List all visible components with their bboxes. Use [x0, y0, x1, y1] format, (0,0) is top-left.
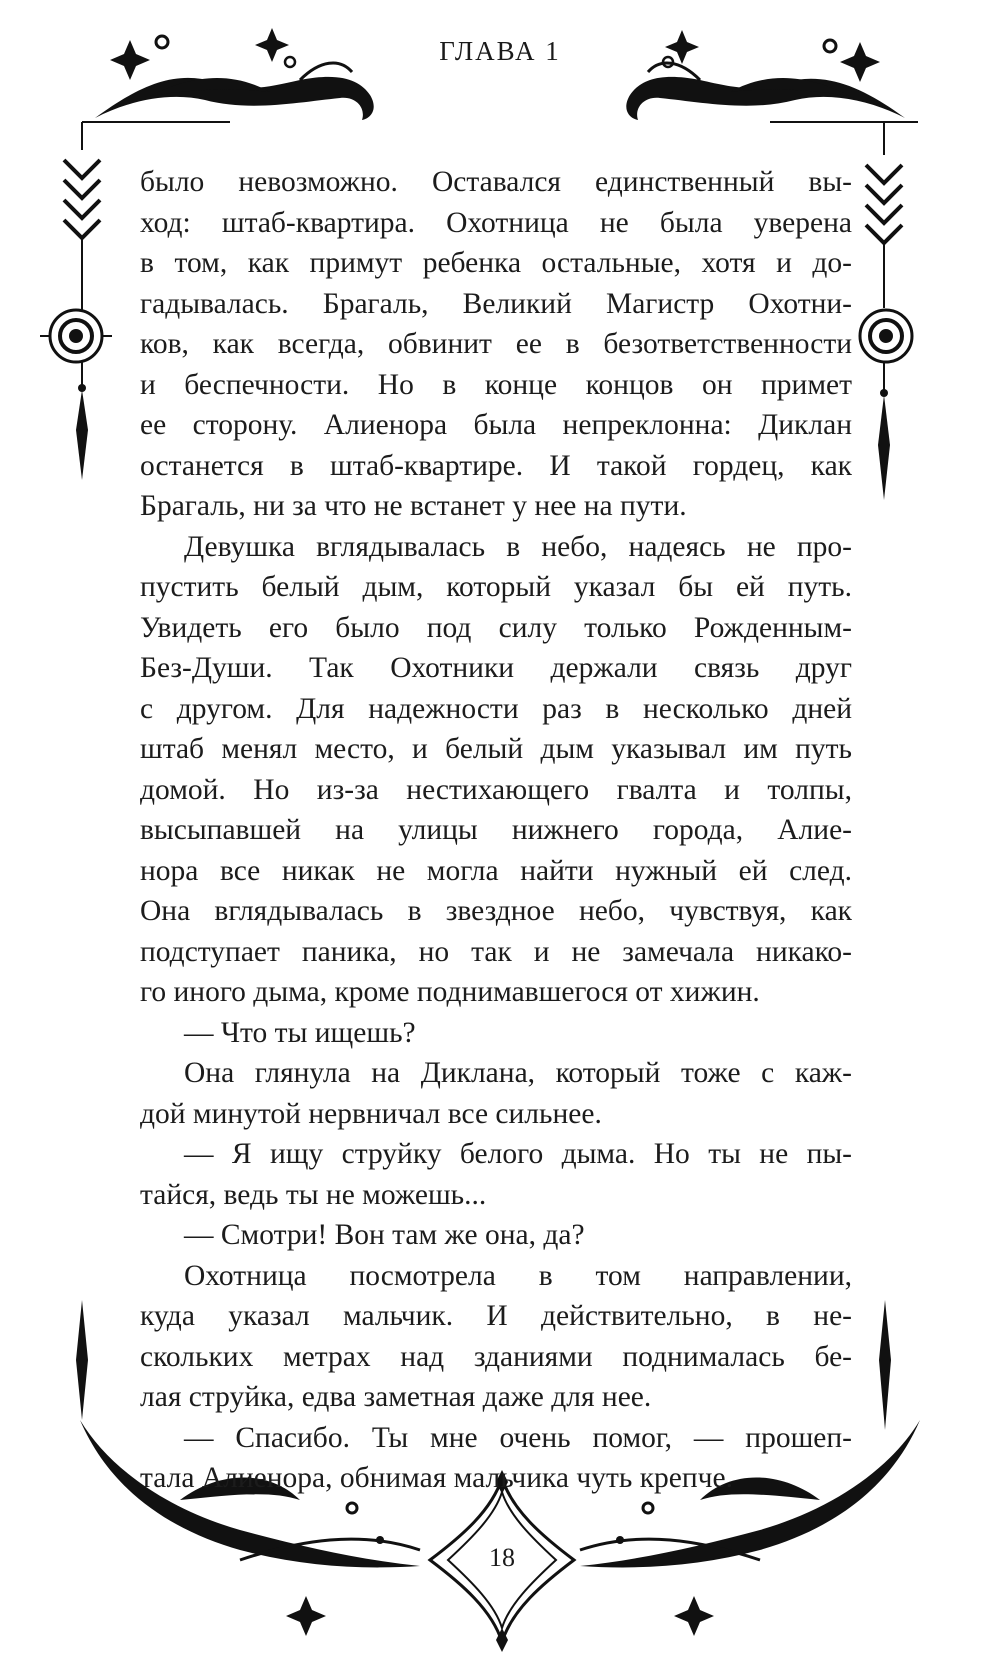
text-line: нора все никак не могла найти нужный ей след.	[140, 854, 852, 887]
text-line: останется в штаб-квартире. И такой гордец, как	[140, 449, 852, 482]
text-line: Без-Души. Так Охотники держали связь друг	[140, 652, 852, 684]
text-line: домой. Но из-за нестихающего гвалта и толпы,	[140, 773, 852, 806]
text-line: было невозможно. Оставался единственный вы-	[140, 166, 852, 198]
text-line: и беспечности. Но в конце концов он примет	[140, 368, 852, 401]
text-line: дой минутой нервничал все сильнее.	[140, 1097, 602, 1130]
text-line: — Что ты ищешь?	[184, 1016, 416, 1049]
bottom-left-rail-icon	[76, 1300, 88, 1420]
text-line: ков, как всегда, обвинит ее в безответственности	[140, 328, 852, 360]
chapter-header: ГЛАВА 1	[439, 36, 561, 66]
text-line: в том, как примут ребенка остальные, хотя и до-	[140, 247, 852, 279]
text-line: тала Алиенора, обнимая мальчика чуть крепче.	[140, 1462, 733, 1494]
text-line: Охотница посмотрела в том направлении,	[184, 1259, 852, 1292]
text-line: Она глянула на Диклана, который тоже с каж-	[184, 1057, 852, 1089]
text-line: пустить белый дым, который указал бы ей путь.	[140, 571, 852, 603]
text-line: — Я ищу струйку белого дыма. Но ты не пы-	[184, 1138, 852, 1170]
text-line: штаб менял место, и белый дым указывал им путь	[140, 733, 852, 765]
text-line: ее сторону. Алиенора была непреклонна: Диклан	[140, 409, 852, 441]
text-line: — Смотри! Вон там же она, да?	[184, 1219, 585, 1251]
text-line: Она вглядывалась в звездное небо, чувствуя, как	[140, 895, 852, 927]
text-line: ход: штаб-квартира. Охотница не была уверена	[140, 206, 852, 239]
text-line: тайся, ведь ты не можешь...	[140, 1178, 487, 1211]
bottom-right-rail-icon	[879, 1300, 891, 1430]
text-line: лая струйка, едва заметная даже для нее.	[140, 1381, 652, 1413]
text-line: — Спасибо. Ты мне очень помог, — прошеп-	[184, 1421, 852, 1454]
text-line: Девушка вглядывалась в небо, надеясь не про-	[184, 530, 852, 563]
text-line: высыпавшей на улицы нижнего города, Алие-	[140, 814, 852, 846]
page-number: 18	[489, 1543, 515, 1572]
body-text	[140, 162, 852, 1499]
text-line: гадывалась. Брагаль, Великий Магистр Охотни-	[140, 287, 852, 320]
text-line: с другом. Для надежности раз в несколько дней	[140, 692, 852, 725]
text-line: скольких метрах над зданиями поднималась бе-	[140, 1340, 852, 1373]
text-line: Увидеть его было под силу только Рожденным-	[140, 611, 852, 644]
right-rail-ornament-icon	[860, 122, 912, 500]
text-line: куда указал мальчик. И действительно, в не-	[140, 1300, 852, 1332]
text-line: го иного дыма, кроме поднимавшегося от хижин.	[140, 976, 760, 1008]
left-rail-ornament-icon	[40, 122, 112, 480]
text-line: Брагаль, ни за что не встанет у нее на пути.	[140, 490, 687, 522]
text-line: подступает паника, но так и не замечала никако-	[140, 935, 852, 968]
